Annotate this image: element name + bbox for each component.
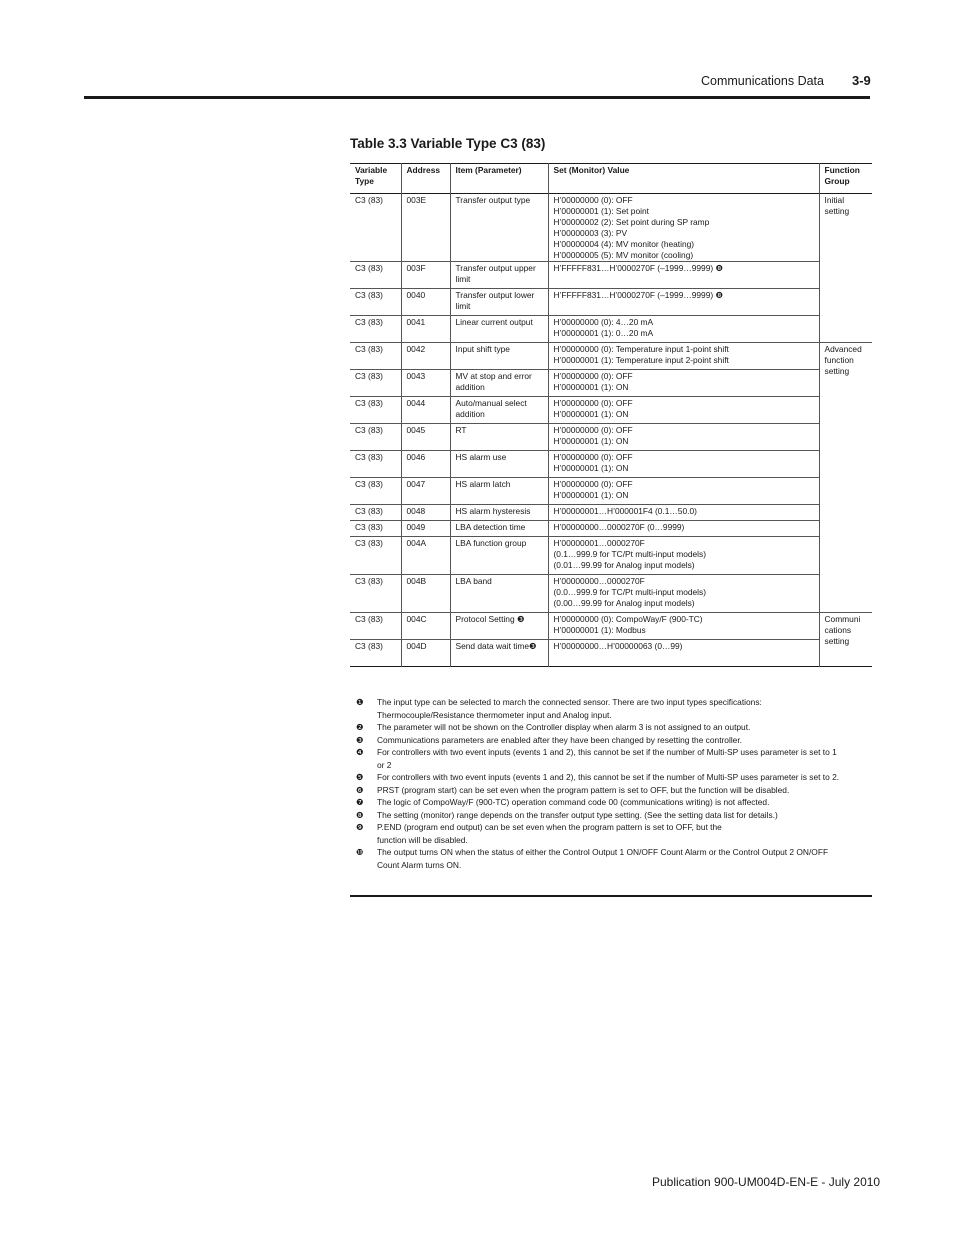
footnote-text: For controllers with two event inputs (events 1 and 2), this cannot be set if the number of Multi-SP uses parameter is set to 1 or 2 — [377, 747, 837, 770]
footnote — [356, 734, 872, 747]
footnote-marker: ❸ — [356, 734, 364, 745]
cell-type: C3 (83) — [355, 195, 383, 205]
cell-type: C3 (83) — [355, 263, 383, 273]
cell-value: H’00000001…H’000001F4 (0.1…50.0) — [548, 505, 819, 521]
cell-value: H’00000001…0000270F (0.1…999.9 for TC/Pt multi-input models) (0.01…99.99 for Analog input models) — [548, 537, 819, 575]
cell-type: C3 (83) — [355, 290, 383, 300]
cell-function-group: Initial setting — [819, 194, 872, 343]
footnote — [356, 721, 872, 734]
table-row — [350, 194, 872, 262]
cell-item: LBA band — [450, 575, 548, 613]
footnote-text: P.END (program end output) can be set even when the program pattern is set to OFF, but the function will be disabled. — [377, 822, 722, 845]
cell-type: C3 (83) — [355, 398, 383, 408]
cell-type: C3 (83) — [355, 538, 383, 548]
cell-value: H’00000000 (0): Temperature input 1-point shift H’00000001 (1): Temperature input 2-point shift — [548, 343, 819, 370]
table-row — [350, 521, 872, 537]
cell-function-group: Communi cations setting — [819, 613, 872, 667]
cell-value: H’00000000 (0): OFF H’00000001 (1): ON — [548, 397, 819, 424]
footnote-text: The logic of CompoWay/F (900-TC) operation command code 00 (communications writing) is not affected. — [377, 797, 770, 807]
cell-type: C3 (83) — [355, 641, 383, 651]
footnote — [356, 846, 872, 871]
footnotes-rule — [350, 895, 872, 897]
cell-type: C3 (83) — [355, 344, 383, 354]
table-row — [350, 451, 872, 478]
cell-type: C3 (83) — [355, 425, 383, 435]
footnote — [356, 696, 872, 721]
table-row — [350, 613, 872, 640]
cell-value: H’FFFFF831…H’0000270F (–1999…9999) ❽ — [548, 262, 819, 289]
running-header-section: Communications Data — [701, 74, 824, 88]
cell-type: C3 (83) — [355, 614, 383, 624]
page-number: 3-9 — [852, 73, 871, 88]
table-row — [350, 397, 872, 424]
footnotes — [356, 696, 872, 871]
table-row — [350, 316, 872, 343]
cell-value: H’FFFFF831…H’0000270F (–1999…9999) ❽ — [548, 289, 819, 316]
cell-address: 003E — [401, 194, 450, 262]
table-row — [350, 289, 872, 316]
cell-type: C3 (83) — [355, 506, 383, 516]
cell-item: Linear current output — [450, 316, 548, 343]
cell-item: Send data wait time❸ — [450, 640, 548, 667]
cell-function-group: Advanced function setting — [819, 343, 872, 613]
cell-value: H’00000000 (0): OFF H’00000001 (1): ON — [548, 370, 819, 397]
cell-item: Protocol Setting ❸ — [450, 613, 548, 640]
cell-address: 0043 — [401, 370, 450, 397]
cell-type: C3 (83) — [355, 479, 383, 489]
cell-value: H’00000000 (0): OFF H’00000001 (1): Set point H’00000002 (2): Set point during SP ramp H’00000003 (3): PV H’00000004 (4): MV monitor (heating) H’00000005 (5): MV monitor (cooling) — [548, 194, 819, 262]
footnote — [356, 746, 872, 771]
cell-item: HS alarm use — [450, 451, 548, 478]
footnote-text: PRST (program start) can be set even when the program pattern is set to OFF, but the function will be disabled. — [377, 784, 790, 795]
footnote — [356, 796, 872, 809]
cell-item: LBA detection time — [450, 521, 548, 537]
cell-item: Input shift type — [450, 343, 548, 370]
table-row — [350, 370, 872, 397]
header-rule — [84, 96, 870, 99]
table-row — [350, 537, 872, 575]
cell-address: 004C — [401, 613, 450, 640]
cell-address: 004A — [401, 537, 450, 575]
cell-item: MV at stop and error addition — [450, 370, 548, 397]
cell-address: 0046 — [401, 451, 450, 478]
footnote — [356, 784, 872, 797]
footnote-marker: ❶ — [356, 697, 364, 707]
cell-value: H’00000000 (0): OFF H’00000001 (1): ON — [548, 451, 819, 478]
footnote-text: The parameter will not be shown on the Controller display when alarm 3 is not assigned to an output. — [377, 722, 751, 732]
footnote-marker: ❻ — [356, 784, 364, 795]
footnote-marker: ❷ — [356, 722, 364, 732]
cell-item: Transfer output lower limit — [450, 289, 548, 316]
footnote-text: The setting (monitor) range depends on the transfer output type setting. (See the setting data list for details.) — [377, 809, 778, 820]
table-row — [350, 575, 872, 613]
cell-value: H’00000000 (0): 4…20 mA H’00000001 (1): 0…20 mA — [548, 316, 819, 343]
table-row — [350, 640, 872, 667]
table-row — [350, 478, 872, 505]
cell-value: H’00000000…H’00000063 (0…99) — [548, 640, 819, 667]
cell-item: Auto/manual select addition — [450, 397, 548, 424]
table-row — [350, 424, 872, 451]
footnote-marker: ❿ — [356, 847, 364, 857]
cell-value: H’00000000 (0): CompoWay/F (900-TC) H’00000001 (1): Modbus — [548, 613, 819, 640]
footnote — [356, 821, 872, 846]
footnote-marker: ❾ — [356, 822, 364, 832]
cell-address: 0042 — [401, 343, 450, 370]
cell-item: RT — [450, 424, 548, 451]
cell-address: 003F — [401, 262, 450, 289]
table-row — [350, 262, 872, 289]
cell-value: H’00000000…0000270F (0…9999) — [548, 521, 819, 537]
cell-item: HS alarm hysteresis — [450, 505, 548, 521]
cell-address: 0047 — [401, 478, 450, 505]
col-header-variable-type: Variable Type — [355, 165, 388, 186]
cell-type: C3 (83) — [355, 317, 383, 327]
cell-address: 0040 — [401, 289, 450, 316]
footnote-text: For controllers with two event inputs (events 1 and 2), this cannot be set if the number of Multi-SP uses parameter is set to 2. — [377, 772, 840, 782]
cell-address: 0041 — [401, 316, 450, 343]
col-header-item: Item (Parameter) — [450, 164, 548, 194]
table-title: Table 3.3 Variable Type C3 (83) — [350, 136, 546, 151]
cell-address: 004B — [401, 575, 450, 613]
cell-item: LBA function group — [450, 537, 548, 575]
cell-item: Transfer output upper limit — [450, 262, 548, 289]
col-header-function-group: Function Group — [819, 164, 872, 194]
footnote-marker: ❹ — [356, 747, 364, 757]
footnote-text: The input type can be selected to march the connected sensor. There are two input types specifications: Thermocouple/Resistance thermometer input and Analog input. — [377, 697, 762, 720]
cell-address: 0045 — [401, 424, 450, 451]
col-header-address: Address — [401, 164, 450, 194]
cell-value: H’00000000 (0): OFF H’00000001 (1): ON — [548, 478, 819, 505]
footnote — [356, 809, 872, 822]
cell-address: 0044 — [401, 397, 450, 424]
footnote-marker: ❼ — [356, 797, 364, 807]
publication-footer: Publication 900-UM004D-EN-E - July 2010 — [652, 1175, 881, 1189]
cell-address: 0048 — [401, 505, 450, 521]
table-row — [350, 343, 872, 370]
footnote-text: The output turns ON when the status of either the Control Output 1 ON/OFF Count Alarm or the Control Output 2 ON/OFF Count Alarm turns ON. — [377, 847, 829, 870]
cell-type: C3 (83) — [355, 371, 383, 381]
cell-value: H’00000000 (0): OFF H’00000001 (1): ON — [548, 424, 819, 451]
cell-item: HS alarm latch — [450, 478, 548, 505]
table-header-row — [350, 164, 872, 194]
cell-value: H’00000000…0000270F (0.0…999.9 for TC/Pt multi-input models) (0.00…99.99 for Analog input models) — [548, 575, 819, 613]
cell-type: C3 (83) — [355, 576, 383, 586]
table-row — [350, 505, 872, 521]
variable-type-table — [350, 163, 872, 667]
cell-type: C3 (83) — [355, 452, 383, 462]
footnote-marker: ❺ — [356, 772, 364, 782]
cell-item: Transfer output type — [450, 194, 548, 262]
footnote-text: Communications parameters are enabled after they have been changed by resetting the controller. — [377, 734, 742, 745]
cell-address: 004D — [401, 640, 450, 667]
footnote-marker: ❽ — [356, 809, 364, 820]
cell-address: 0049 — [401, 521, 450, 537]
cell-type: C3 (83) — [355, 522, 383, 532]
footnote — [356, 771, 872, 784]
col-header-value: Set (Monitor) Value — [548, 164, 819, 194]
